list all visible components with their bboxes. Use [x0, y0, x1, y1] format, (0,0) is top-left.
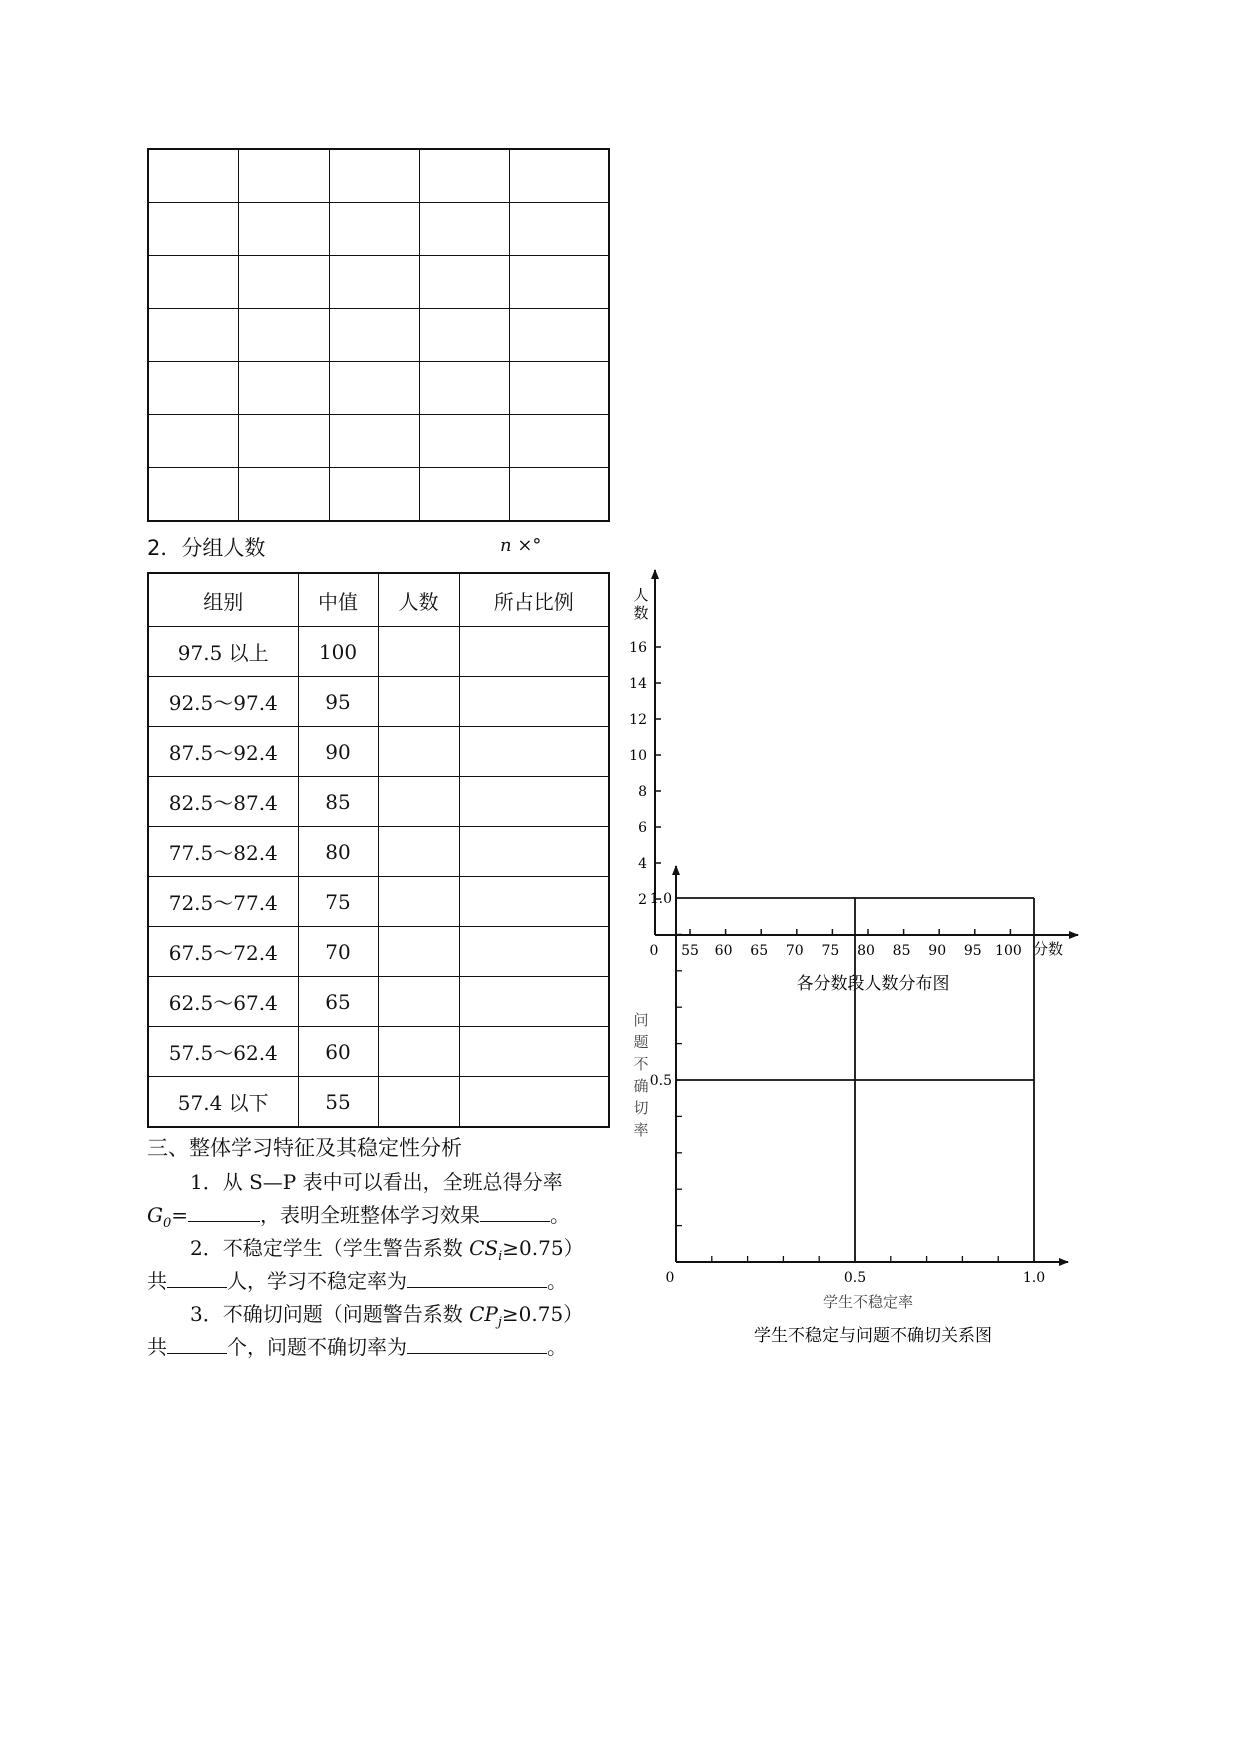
cp-subscript: j: [497, 1315, 502, 1330]
y-axis-label: 数: [633, 604, 649, 622]
column-header: 人数: [378, 573, 459, 627]
x-tick-label: 65: [750, 943, 769, 959]
item2-text: 2．不稳定学生（学生警告系数: [190, 1236, 470, 1260]
y-tick-label: 16: [629, 640, 647, 656]
item2-end: 。: [547, 1269, 567, 1293]
mid-value-cell: 85: [298, 777, 378, 827]
mid-value-cell: 60: [298, 1027, 378, 1077]
group-cell: 72.5～77.4: [148, 877, 298, 927]
x-tick-label: 80: [857, 943, 875, 959]
item1-mid-text: ，表明全班整体学习效果: [260, 1203, 481, 1227]
cs-subscript: i: [498, 1249, 503, 1264]
column-header: 所占比例: [459, 573, 609, 627]
mid-value-cell: 75: [298, 877, 378, 927]
mid-value-cell: 95: [298, 677, 378, 727]
item3-text: 3．不确切问题（问题警告系数: [190, 1302, 470, 1326]
y-tick-label: 0.5: [649, 1073, 672, 1089]
item2-threshold: ≥0.75）: [502, 1236, 584, 1260]
group-cell: 57.5～62.4: [148, 1027, 298, 1077]
x-tick-label: 60: [714, 943, 733, 959]
group-cell: 77.5～82.4: [148, 827, 298, 877]
group-cell: 92.5～97.4: [148, 677, 298, 727]
item3-threshold: ≥0.75）: [501, 1302, 584, 1326]
y-tick-label: 14: [629, 676, 647, 692]
item3-prefix: 共: [147, 1335, 167, 1359]
item2-mid: 人，学习不稳定率为: [227, 1269, 407, 1293]
score-distribution-chart: [629, 570, 1078, 994]
y-axis-label: 确: [633, 1077, 649, 1095]
group-cell: 87.5～92.4: [148, 727, 298, 777]
cp-variable: CP: [469, 1302, 498, 1326]
x-tick-label: 75: [821, 943, 840, 959]
item3-mid: 个，问题不确切率为: [227, 1335, 407, 1359]
item2-prefix: 共: [147, 1269, 167, 1293]
section2-heading: 2．分组人数: [147, 536, 266, 560]
section3-heading: 三、整体学习特征及其稳定性分析: [147, 1136, 462, 1160]
y-axis-label: 问: [633, 1011, 649, 1029]
chart-title: 各分数段人数分布图: [796, 974, 950, 994]
y-axis-label: 率: [633, 1121, 649, 1139]
y-tick-label: 2: [638, 892, 647, 908]
item1-text: 1．从 S—P 表中可以看出，全班总得分率: [190, 1170, 563, 1194]
g0-subscript: 0: [162, 1216, 172, 1231]
group-cell: 82.5～87.4: [148, 777, 298, 827]
y-tick-label: 10: [629, 748, 647, 764]
group-cell: 67.5～72.4: [148, 927, 298, 977]
column-header: 中值: [298, 573, 378, 627]
g0-variable: G: [147, 1203, 163, 1227]
x-tick-label: 85: [892, 943, 911, 959]
x-tick-label: 70: [785, 943, 804, 959]
x-tick-label: 95: [963, 943, 982, 959]
y-axis-label: 人: [633, 586, 649, 604]
cs-variable: CS: [469, 1236, 499, 1260]
mid-value-cell: 55: [298, 1077, 378, 1128]
mid-value-cell: 65: [298, 977, 378, 1027]
x-tick-label: 55: [681, 943, 699, 959]
x-tick-label: 0: [665, 1270, 675, 1286]
mid-value-cell: 70: [298, 927, 378, 977]
y-axis-label: 题: [633, 1033, 649, 1051]
y-tick-label: 6: [638, 820, 647, 836]
x-tick-label: 1.0: [1022, 1270, 1046, 1286]
y-axis-label: 切: [633, 1099, 649, 1117]
y-tick-label: 4: [638, 856, 647, 872]
section2-note: n ×°: [500, 535, 542, 556]
mid-value-cell: 90: [298, 727, 378, 777]
x-tick-label: 0.5: [843, 1270, 867, 1286]
item3-end: 。: [547, 1335, 567, 1359]
y-tick-label: 8: [638, 784, 647, 800]
chart-title: 学生不稳定与问题不确切关系图: [754, 1326, 992, 1346]
y-axis-label: 不: [633, 1055, 649, 1073]
y-tick-label: 12: [629, 712, 647, 728]
mid-value-cell: 100: [298, 627, 378, 677]
x-axis-label: 分数: [1033, 940, 1064, 958]
mid-value-cell: 80: [298, 827, 378, 877]
column-header: 组别: [148, 573, 298, 627]
x-axis-label: 学生不稳定率: [822, 1293, 914, 1311]
group-cell: 57.4 以下: [148, 1077, 298, 1128]
item1-end: 。: [550, 1203, 571, 1227]
equals-sign: =: [171, 1203, 189, 1227]
x-tick-label: 90: [928, 943, 947, 959]
group-cell: 62.5～67.4: [148, 977, 298, 1027]
origin-label: 0: [649, 943, 659, 959]
group-cell: 97.5 以上: [148, 627, 298, 677]
y-tick-label: 1.0: [649, 891, 672, 907]
x-tick-label: 100: [995, 943, 1022, 959]
stability-relationship-chart: [633, 866, 1068, 1346]
